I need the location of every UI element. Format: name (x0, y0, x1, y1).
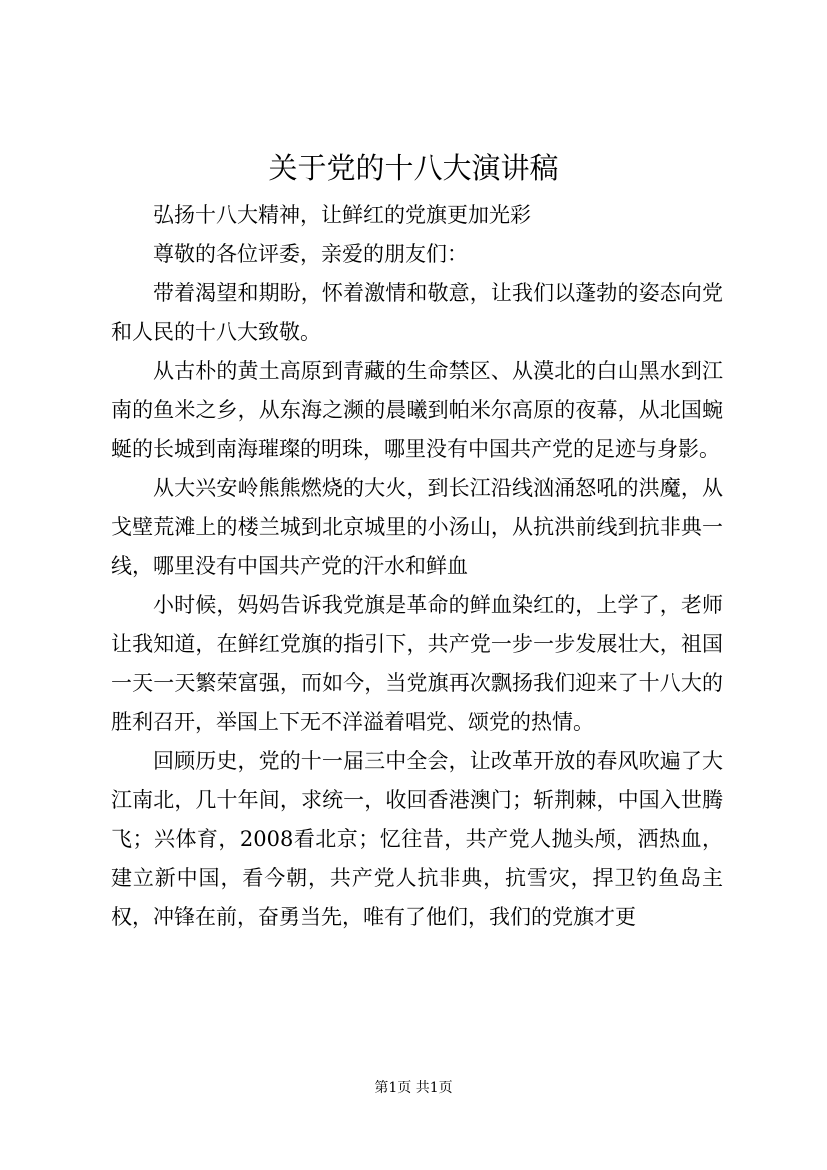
page-title: 关于党的十八大演讲稿 (268, 151, 559, 185)
page-footer: 第1页 共1页 (374, 1080, 453, 1096)
body-paragraph: 带着渴望和期盼，怀着激情和敬意，让我们以蓬勃的姿态向党和人民的十八大致敬。 (111, 281, 723, 344)
body-paragraph: 从古朴的黄土高原到青藏的生命禁区、从漠北的白山黑水到江南的鱼米之乡，从东海之濒的晨曦到帕米尔高原的夜幕，从北国蜿蜒的长城到南海璀璨的明珠，哪里没有中国共产党的足迹与身影。 (111, 359, 723, 461)
document-body (111, 196, 723, 937)
greeting-paragraph: 尊敬的各位评委，亲爱的朋友们： (153, 242, 468, 266)
body-paragraph: 回顾历史，党的十一届三中全会，让改革开放的春风吹遍了大江南北，几十年间，求统一，收回香港澳门；斩荆棘，中国入世腾飞；兴体育，2008看北京；忆往昔，共产党人抛头颅，洒热血，建立新中国，看今朝，共产党人抗非典，抗雪灾，捍卫钓鱼岛主权，冲锋在前，奋勇当先，唯有了他们，我们的党旗才更 (111, 749, 723, 929)
subtitle-paragraph: 弘扬十八大精神，让鲜红的党旗更加光彩 (153, 203, 531, 227)
body-paragraph: 小时候，妈妈告诉我党旗是革命的鲜血染红的，上学了，老师让我知道，在鲜红党旗的指引下，共产党一步一步发展壮大，祖国一天一天繁荣富强，而如今，当党旗再次飘扬我们迎来了十八大的胜利召开，举国上下无不洋溢着唱党、颂党的热情。 (111, 593, 723, 734)
body-paragraph: 从大兴安岭熊熊燃烧的大火，到长江沿线汹涌怒吼的洪魔，从戈壁荒滩上的楼兰城到北京城里的小汤山，从抗洪前线到抗非典一线，哪里没有中国共产党的汗水和鲜血 (111, 476, 723, 578)
